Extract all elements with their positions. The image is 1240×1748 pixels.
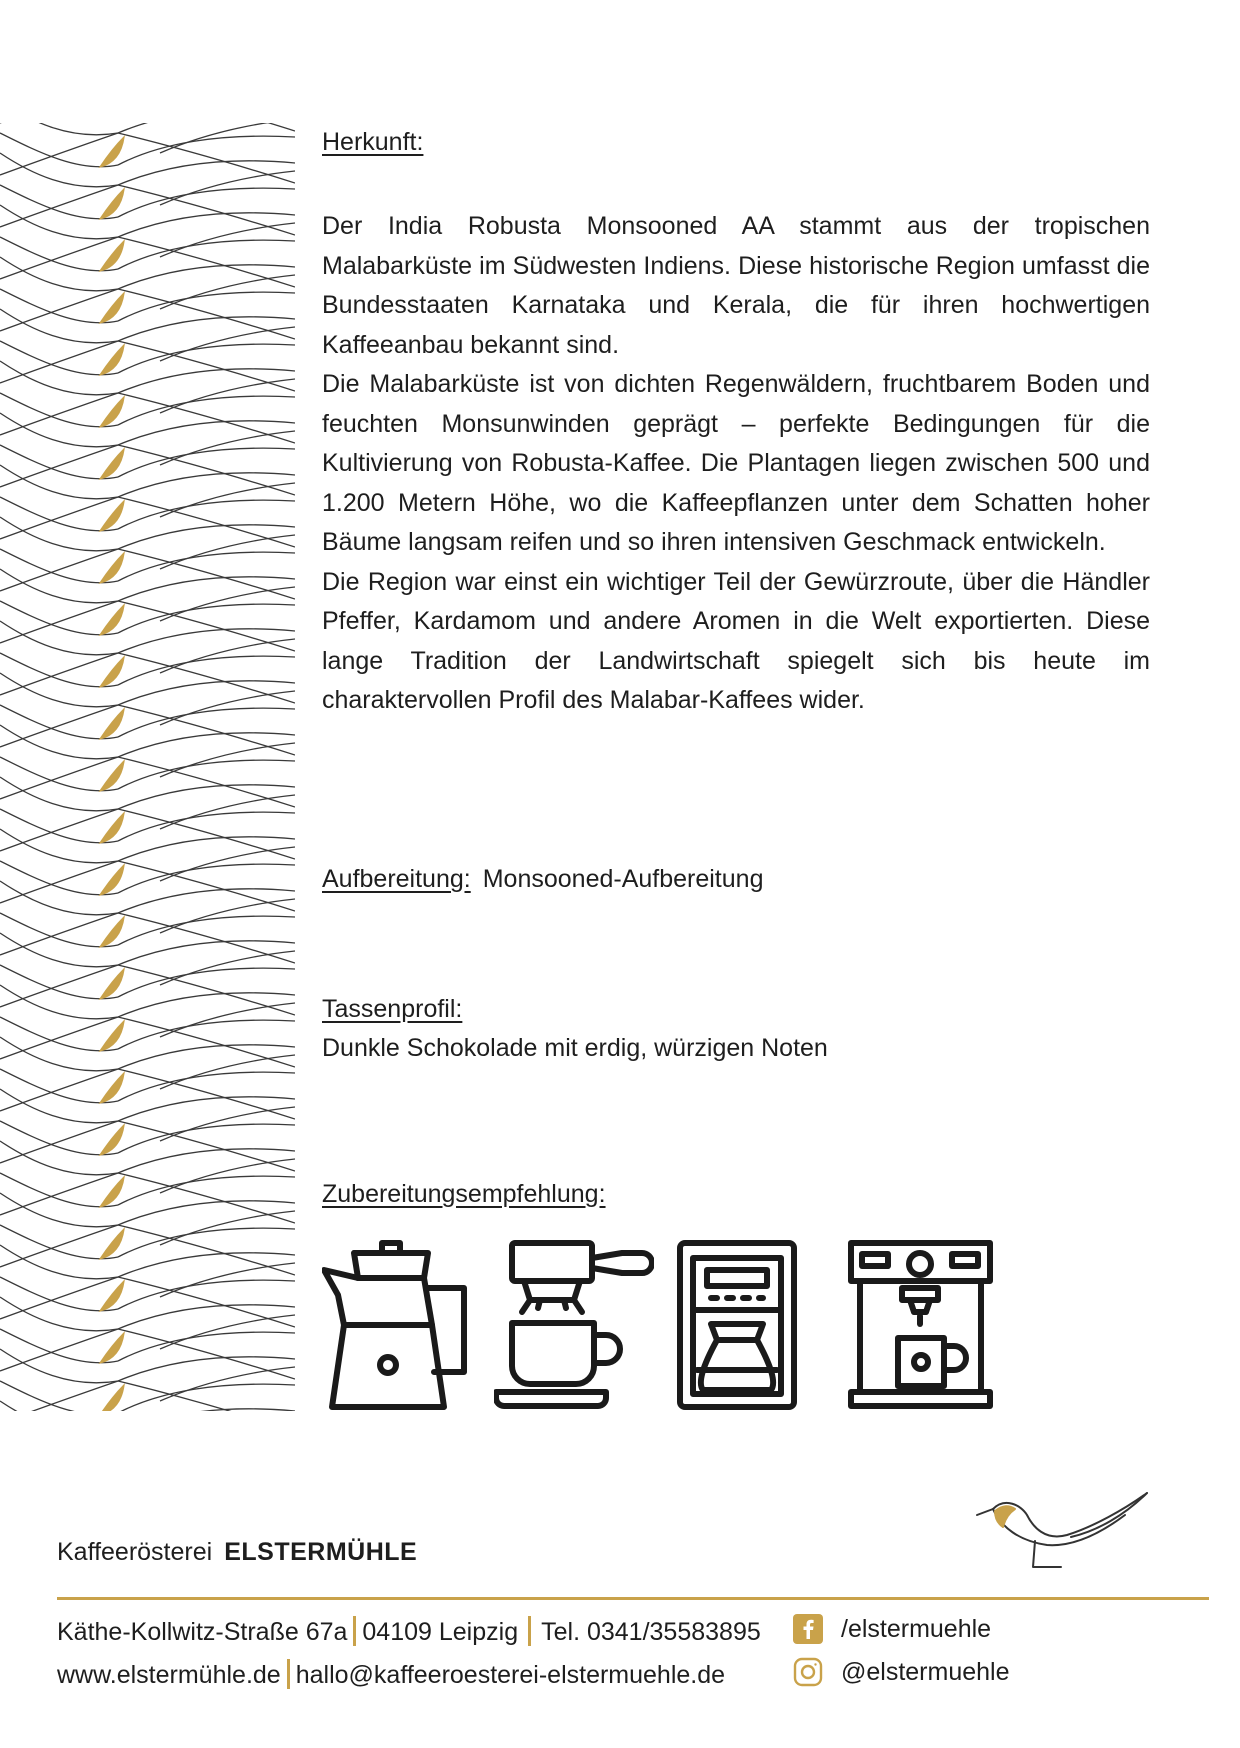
email-link[interactable]: hallo@kaffeeroesterei-elstermuehle.de (295, 1661, 726, 1689)
brand-prefix: Kaffeerösterei (57, 1538, 213, 1566)
contact-line-1 (57, 1616, 761, 1647)
zubereitung-section (322, 1180, 606, 1209)
brand-line (57, 1538, 417, 1567)
city: 04109 Leipzig (362, 1618, 519, 1646)
magpie-logo-icon (975, 1475, 1155, 1575)
herkunft-section (322, 128, 1150, 721)
tassenprofil-section (322, 990, 828, 1068)
moka-pot-icon (322, 1240, 467, 1410)
decorative-wave-pattern (0, 123, 295, 1411)
aufbereitung-section (322, 865, 763, 894)
herkunft-paragraph-2: Die Malabarküste ist von dichten Regenwäldern, fruchtbarem Boden und feuchten Monsunwinden geprägt – perfekte Bedingungen für die Kultivierung von Robusta-Kaffee. Die Plantagen liegen zwischen 500 und 1.200 Metern Höhe, wo die Kaffeepflanzen unter dem Schatten hoher Bäume langsam reifen und so ihren intensiven Geschmack entwickeln. (322, 370, 1150, 556)
instagram-link[interactable] (793, 1657, 1010, 1687)
tassenprofil-value: Dunkle Schokolade mit erdig, würzigen Noten (322, 1034, 828, 1062)
filter-coffee-machine-icon (677, 1240, 797, 1410)
phone-number: Tel. 0341/35583895 (541, 1618, 761, 1646)
brand-name: ELSTERMÜHLE (224, 1538, 418, 1566)
herkunft-paragraph-1: Der India Robusta Monsooned AA stammt aus der tropischen Malabarküste im Südwesten Indiens. Diese historische Region umfasst die Bundesstaaten Karnataka und Kerala, die für ihren hochwertigen Kaffeeanbau bekannt sind. (322, 212, 1150, 359)
tassenprofil-heading: Tassenprofil: (322, 995, 463, 1023)
website-link[interactable]: www.elstermühle.de (57, 1661, 281, 1689)
herkunft-heading: Herkunft: (322, 128, 424, 156)
portafilter-cup-icon (494, 1240, 654, 1410)
aufbereitung-value: Monsooned-Aufbereitung (482, 865, 764, 893)
zubereitung-heading: Zubereitungsempfehlung: (322, 1180, 606, 1208)
address: Käthe-Kollwitz-Straße 67a (57, 1618, 348, 1646)
separator (287, 1659, 290, 1689)
separator (353, 1616, 356, 1646)
facebook-handle: /elstermuehle (841, 1614, 992, 1643)
espresso-machine-icon (848, 1240, 993, 1410)
facebook-link[interactable] (793, 1614, 991, 1644)
facebook-icon (793, 1614, 823, 1644)
instagram-icon (793, 1657, 823, 1687)
separator (528, 1616, 531, 1646)
contact-line-2 (57, 1659, 725, 1690)
brewing-methods (322, 1240, 1012, 1420)
aufbereitung-heading: Aufbereitung: (322, 865, 471, 893)
footer-divider (57, 1597, 1209, 1600)
herkunft-paragraph-3: Die Region war einst ein wichtiger Teil der Gewürzroute, über die Händler Pfeffer, Kardamom und andere Aromen in die Welt exportierten. Diese lange Tradition der Landwirtschaft spiegelt sich bis heute im charaktervollen Profil des Malabar-Kaffees wider. (322, 567, 1150, 714)
instagram-handle: @elstermuehle (841, 1657, 1010, 1686)
